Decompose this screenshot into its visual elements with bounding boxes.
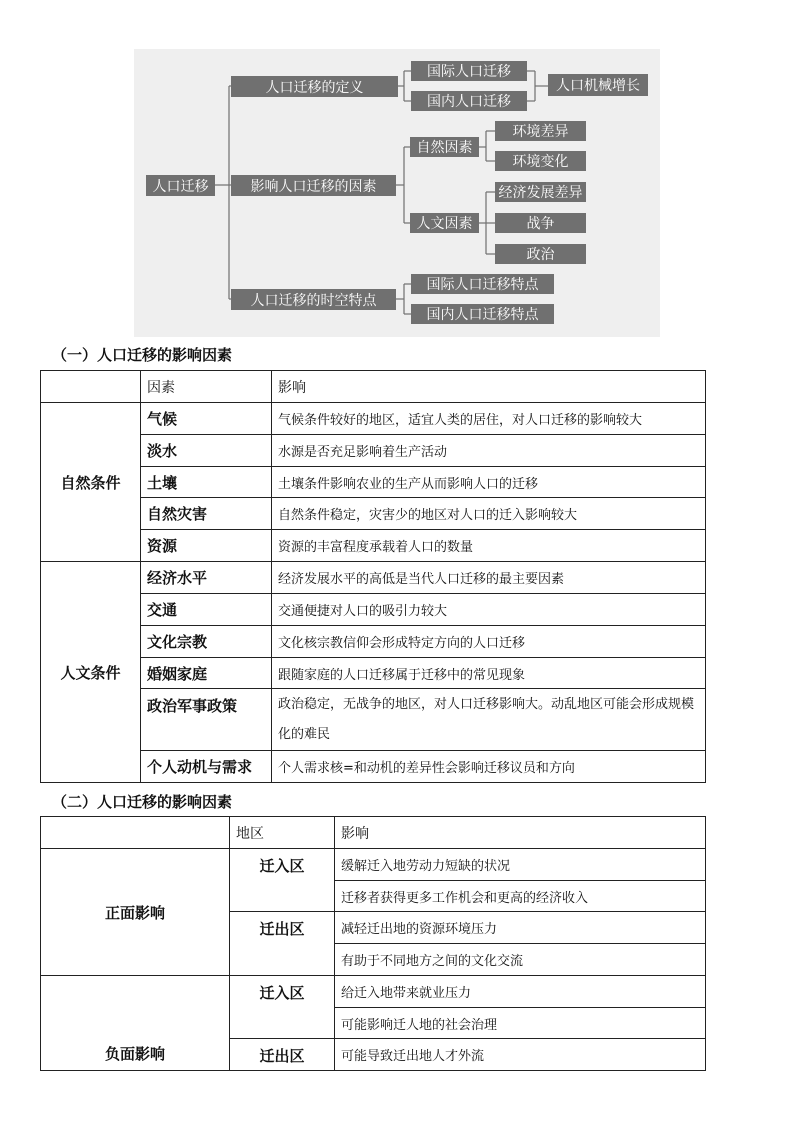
area-cell: 迁出区 [230, 1039, 335, 1071]
table-row [41, 658, 706, 689]
influence-cell: 资源的丰富程度承载着人口的数量 [272, 530, 706, 562]
header-factor: 因素 [141, 371, 272, 403]
influence-cell: 跟随家庭的人口迁移属于迁移中的常见现象 [272, 658, 706, 689]
influence-cell: 土壤条件影响农业的生产从而影响人口的迁移 [272, 467, 706, 498]
header-influence: 影响 [335, 817, 706, 849]
factors-table [40, 370, 706, 783]
mindmap-node-natural-factors: 自然因素 [410, 137, 479, 157]
influence-cell: 给迁入地带来就业压力 [335, 976, 706, 1008]
table-row [41, 467, 706, 498]
mindmap-node-domestic-features: 国内人口迁移特点 [411, 304, 554, 324]
influence-cell: 政治稳定，无战争的地区，对人口迁移影响大。动乱地区可能会形成规模化的难民 [272, 689, 706, 751]
impacts-table [40, 816, 706, 1071]
mindmap-branch-factors: 影响人口迁移的因素 [231, 175, 396, 196]
area-cell: 迁入区 [230, 976, 335, 1039]
factor-cell: 个人动机与需求 [141, 751, 272, 783]
area-cell: 迁出区 [230, 912, 335, 976]
table-row [41, 849, 706, 881]
influence-cell: 文化核宗教信仰会形成特定方向的人口迁移 [272, 626, 706, 658]
mind-map [134, 49, 660, 337]
mindmap-node-environment-change: 环境变化 [495, 151, 586, 171]
section2-heading: （二）人口迁移的影响因素 [52, 793, 233, 811]
influence-cell: 自然条件稳定，灾害少的地区对人口的迁入影响较大 [272, 498, 706, 530]
factor-cell: 婚姻家庭 [141, 658, 272, 689]
factor-cell: 文化宗教 [141, 626, 272, 658]
influence-cell: 迁移者获得更多工作机会和更高的经济收入 [335, 881, 706, 912]
header-influence: 影响 [272, 371, 706, 403]
influence-cell: 可能导致迁出地人才外流 [335, 1039, 706, 1071]
mindmap-node-environment-difference: 环境差异 [495, 121, 586, 141]
influence-cell: 气候条件较好的地区，适宜人类的居住，对人口迁移的影响较大 [272, 403, 706, 435]
influence-cell: 可能影响迁人地的社会治理 [335, 1008, 706, 1039]
group-natural: 自然条件 [41, 403, 141, 562]
group-human: 人文条件 [41, 562, 141, 783]
group-negative: 负面影响 [41, 976, 230, 1071]
influence-cell: 交通便捷对人口的吸引力较大 [272, 594, 706, 626]
header-blank [41, 817, 230, 849]
section1-heading: （一）人口迁移的影响因素 [52, 346, 233, 364]
mindmap-node-international-features: 国际人口迁移特点 [411, 274, 554, 294]
mindmap-node-economic-difference: 经济发展差异 [495, 182, 586, 202]
table-row [41, 689, 706, 751]
influence-cell: 水源是否充足影响着生产活动 [272, 435, 706, 467]
group-positive: 正面影响 [41, 849, 230, 976]
influence-cell: 有助于不同地方之间的文化交流 [335, 944, 706, 976]
header-area: 地区 [230, 817, 335, 849]
factor-cell: 土壤 [141, 467, 272, 498]
mindmap-node-politics: 政治 [495, 244, 586, 264]
factor-cell: 政治军事政策 [141, 689, 272, 751]
table-row [41, 751, 706, 783]
table-header-row [41, 817, 706, 849]
mindmap-node-international-migration: 国际人口迁移 [411, 61, 527, 81]
table-row [41, 530, 706, 562]
table-row [41, 626, 706, 658]
factor-cell: 淡水 [141, 435, 272, 467]
area-cell: 迁入区 [230, 849, 335, 912]
table-row [41, 562, 706, 594]
mindmap-node-human-factors: 人文因素 [410, 213, 479, 233]
table-header-row [41, 371, 706, 403]
factor-cell: 气候 [141, 403, 272, 435]
factor-cell: 经济水平 [141, 562, 272, 594]
influence-cell: 减轻迁出地的资源环境压力 [335, 912, 706, 944]
mindmap-root: 人口迁移 [146, 175, 215, 196]
mindmap-node-mechanical-growth: 人口机械增长 [548, 74, 648, 96]
table-row [41, 435, 706, 467]
table-row [41, 976, 706, 1008]
table-row [41, 594, 706, 626]
influence-cell: 缓解迁入地劳动力短缺的状况 [335, 849, 706, 881]
table-row [41, 498, 706, 530]
factor-cell: 自然灾害 [141, 498, 272, 530]
factor-cell: 资源 [141, 530, 272, 562]
mindmap-branch-definition: 人口迁移的定义 [231, 76, 398, 97]
header-blank [41, 371, 141, 403]
table-row [41, 403, 706, 435]
mindmap-node-domestic-migration: 国内人口迁移 [411, 91, 527, 111]
mindmap-branch-spatiotemporal: 人口迁移的时空特点 [231, 289, 396, 310]
influence-cell: 经济发展水平的高低是当代人口迁移的最主要因素 [272, 562, 706, 594]
mindmap-node-war: 战争 [495, 213, 586, 233]
influence-cell: 个人需求核=和动机的差异性会影响迁移议员和方向 [272, 751, 706, 783]
factor-cell: 交通 [141, 594, 272, 626]
